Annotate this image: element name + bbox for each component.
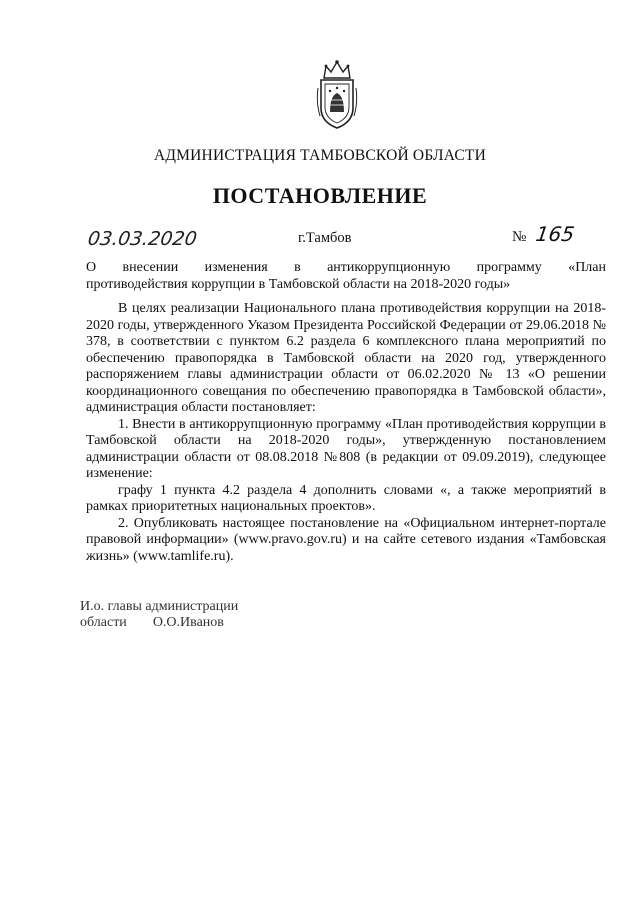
document-number: 165	[534, 222, 576, 246]
document-title	[86, 260, 606, 293]
signatory-position-line-2: области	[80, 615, 127, 630]
document-body	[86, 301, 606, 565]
title-line-2: противодействия коррупции в Тамбовской области на 2018-2020 годы»	[86, 276, 511, 292]
item-1-paragraph: 1. Внести в антикоррупционную программу «План противодействия коррупции в Тамбовской области на 2018-2020 годы», утвержденную постановлением администрации области от 08.08.2018 №808 (в редакции от 09.09.2019), следующее изменение:	[86, 416, 606, 481]
signature-block	[80, 599, 238, 631]
signatory-name: О.О.Иванов	[152, 615, 224, 630]
signatory-position-line-1: И.о. главы администрации	[80, 599, 239, 614]
document-number-sign: №	[512, 229, 527, 245]
item-2-paragraph: 2. Опубликовать настоящее постановление на «Официальном интернет-портале правовой информации» (www.pravo.gov.ru) и на сайте сетевого издания «Тамбовская жизнь» (www.tamlife.ru).	[86, 515, 606, 564]
title-line-1: О внесении изменения в антикоррупционную программу «План	[86, 260, 606, 275]
organization-name: АДМИНИСТРАЦИЯ ТАМБОВСКОЙ ОБЛАСТИ	[154, 147, 486, 164]
coat-of-arms-emblem	[316, 58, 358, 130]
item-1-detail-paragraph: графу 1 пункта 4.2 раздела 4 дополнить словами «, а также мероприятий в рамках приоритетных национальных проектов».	[86, 482, 606, 514]
document-date: 03.03.2020	[86, 228, 199, 250]
document-city: г.Тамбов	[298, 230, 352, 246]
preamble-paragraph: В целях реализации Национального плана противодействия коррупции на 2018-2020 годы, утвержденного Указом Президента Российской Федерации от 29.06.2018 № 378, в соответствии с пунктом 6.2 раздела 6 комплексного плана мероприятий по обеспечению правопорядка в Тамбовской области на 2020 год, утвержденного распоряжением главы администрации области от 06.02.2020 № 13 «О решении координационного совещания по обеспечению правопорядка в Тамбовской области», администрация области постановляет:	[86, 301, 606, 415]
document-type-heading: ПОСТАНОВЛЕНИЕ	[212, 183, 428, 208]
